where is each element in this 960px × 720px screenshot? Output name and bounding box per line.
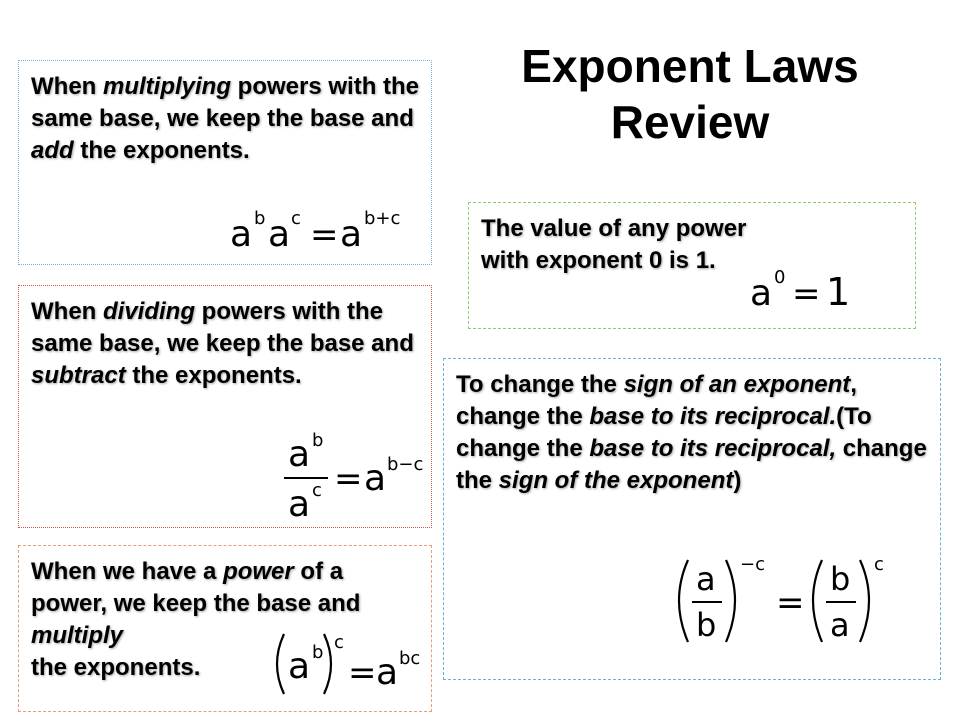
zero-exponent-text: The value of any power with exponent 0 is 1. xyxy=(481,215,747,274)
zero-formula-result: 1 xyxy=(826,270,851,314)
negative-emphasis-2: base to its reciprocal. xyxy=(589,403,837,430)
zero-formula-exp: 0 xyxy=(774,267,786,288)
negative-formula-left-paren-1 xyxy=(679,560,688,642)
multiply-formula-exp-2: c xyxy=(291,208,301,229)
divide-formula-result-exp: b−c xyxy=(387,454,424,475)
multiply-formula-result-exp: b+c xyxy=(364,208,401,229)
divide-formula-numerator-exp: b xyxy=(312,430,324,451)
negative-formula-left-exp: −c xyxy=(740,554,765,575)
zero-formula-base: a xyxy=(750,273,773,314)
negative-formula-left-numerator: a xyxy=(696,560,716,598)
negative-emphasis-3: base to its reciprocal, xyxy=(589,435,837,462)
divide-text-2: powers with the same base, we keep the base and xyxy=(31,298,414,357)
power-formula-right-paren xyxy=(324,634,331,694)
divide-formula-denominator-exp: c xyxy=(312,480,322,501)
power-formula-result-exp: bc xyxy=(399,648,421,669)
negative-text-5: ) xyxy=(733,467,742,494)
negative-exponent-formula xyxy=(670,550,900,650)
multiply-formula-base-1: a xyxy=(230,214,253,255)
power-text-3: the exponents. xyxy=(31,654,201,681)
divide-formula-equals: = xyxy=(334,459,363,499)
multiply-rule-text xyxy=(31,71,419,167)
zero-formula-equals: = xyxy=(792,274,821,314)
page-title xyxy=(450,38,930,150)
divide-rule-text xyxy=(31,296,419,392)
title-line-1: Exponent Laws xyxy=(521,40,859,92)
divide-formula-result-base: a xyxy=(364,458,387,499)
multiply-formula-equals: = xyxy=(310,215,339,255)
divide-formula-numerator: a xyxy=(288,434,311,475)
multiply-formula xyxy=(228,206,408,256)
negative-text-2: , change the xyxy=(456,371,857,430)
negative-emphasis-4: sign of the exponent xyxy=(498,467,734,494)
power-formula-equals: = xyxy=(348,653,377,693)
zero-exponent-formula xyxy=(748,265,858,315)
divide-formula xyxy=(280,430,430,525)
negative-text-1: To change the xyxy=(456,371,624,398)
power-formula-result-base: a xyxy=(376,652,399,693)
power-formula xyxy=(268,626,428,704)
negative-formula-left-denominator: b xyxy=(696,606,717,644)
power-formula-base: a xyxy=(288,646,311,687)
negative-text-4: change the xyxy=(456,435,927,494)
power-emphasis-1: power xyxy=(223,558,294,585)
divide-text-1: When xyxy=(31,298,103,325)
negative-formula-right-denominator: a xyxy=(830,606,850,644)
title-line-2: Review xyxy=(610,96,770,148)
multiply-formula-base-2: a xyxy=(268,214,291,255)
multiply-formula-exp-1: b xyxy=(254,208,266,229)
multiply-text-1: When xyxy=(31,73,103,100)
power-formula-left-paren xyxy=(277,634,284,694)
negative-formula-left-paren-2 xyxy=(813,560,822,642)
divide-formula-denominator: a xyxy=(288,484,311,525)
multiply-formula-result-base: a xyxy=(340,214,363,255)
power-text-2: of a power, we keep the base and xyxy=(31,558,361,617)
divide-text-3: the exponents. xyxy=(125,362,302,389)
negative-text-3: (To change the xyxy=(456,403,872,462)
multiply-text-3: the exponents. xyxy=(73,137,250,164)
power-text-1: When we have a xyxy=(31,558,224,585)
power-formula-inner-exp: b xyxy=(312,642,324,663)
negative-exponent-text xyxy=(456,369,928,497)
multiply-text-2: powers with the same base, we keep the base and xyxy=(31,73,420,132)
multiply-emphasis-2: add xyxy=(31,137,74,164)
divide-emphasis-2: subtract xyxy=(31,362,126,389)
negative-emphasis-1: sign of an exponent xyxy=(623,371,851,398)
divide-emphasis-1: dividing xyxy=(103,298,195,325)
multiply-emphasis-1: multiplying xyxy=(103,73,231,100)
negative-formula-right-paren-2 xyxy=(860,560,869,642)
negative-formula-right-exp: c xyxy=(874,554,884,575)
power-emphasis-2: multiply xyxy=(31,622,124,649)
power-formula-outer-exp: c xyxy=(334,632,344,653)
negative-formula-right-numerator: b xyxy=(830,560,851,598)
negative-formula-equals: = xyxy=(776,583,805,623)
negative-formula-right-paren-1 xyxy=(726,560,735,642)
